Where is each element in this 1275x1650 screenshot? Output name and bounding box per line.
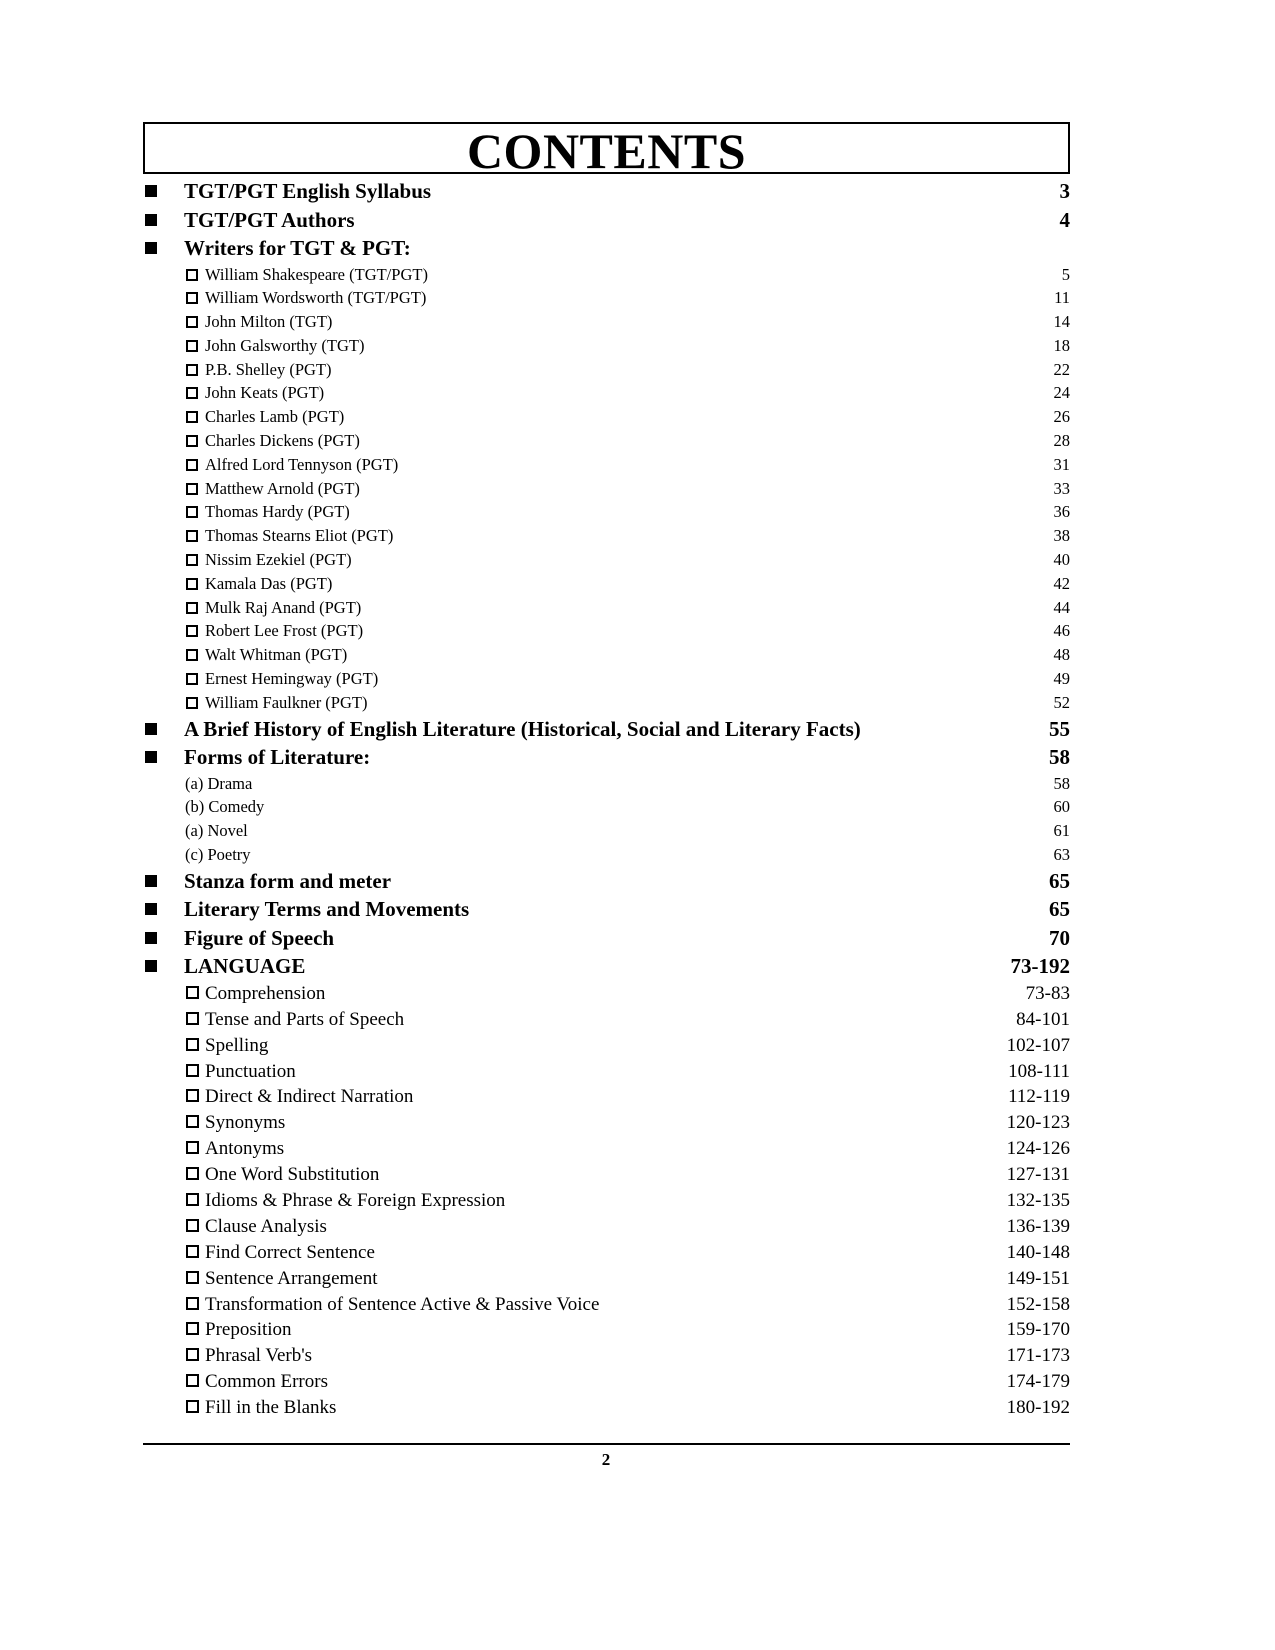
toc-page-number: 159-170 (1006, 1319, 1070, 1341)
dash-leader (292, 1333, 1007, 1335)
toc-item-language[interactable] (143, 1061, 1070, 1087)
dot-leader (364, 349, 1053, 351)
toc-page-number: 73-83 (1025, 982, 1070, 1004)
dash-leader (505, 1204, 1006, 1206)
page-title: CONTENTS (466, 123, 747, 179)
toc-page-number: 31 (1053, 454, 1070, 474)
toc-item-writer[interactable] (143, 383, 1070, 407)
toc-page-number: 65 (1049, 868, 1070, 893)
toc-page-number: 58 (1053, 773, 1070, 793)
dot-leader (861, 733, 1049, 736)
toc-item-form[interactable] (143, 774, 1070, 798)
dot-leader (398, 468, 1053, 470)
toc-item-label: William Shakespeare (TGT/PGT) (205, 264, 428, 284)
toc-section-literary-terms[interactable] (143, 897, 1070, 926)
toc-page-number: 40 (1053, 550, 1070, 570)
dash-leader (431, 196, 1059, 198)
toc-section-label: TGT/PGT English Syllabus (184, 179, 432, 203)
toc-item-label: Phrasal Verb's (205, 1345, 313, 1367)
toc-page-number: 65 (1049, 897, 1070, 922)
toc-item-label: (c) Poetry (185, 845, 251, 865)
dash-leader (268, 1049, 1006, 1051)
contents-title-box (143, 122, 1070, 179)
toc-item-label: Fill in the Blanks (205, 1397, 337, 1419)
dot-leader (360, 492, 1054, 494)
toc-page-number: 120-123 (1006, 1112, 1070, 1134)
toc-item-language[interactable] (143, 1294, 1070, 1320)
dash-leader (284, 1152, 1006, 1154)
dot-leader (347, 658, 1053, 660)
toc-item-label: Common Errors (205, 1371, 328, 1393)
toc-item-label: Alfred Lord Tennyson (PGT) (205, 454, 399, 474)
toc-page-number: 24 (1053, 383, 1070, 403)
toc-item-writer[interactable] (143, 479, 1070, 503)
toc-page-number: 60 (1053, 797, 1070, 817)
toc-page-number: 26 (1053, 407, 1070, 427)
toc-item-language[interactable] (143, 1190, 1070, 1216)
toc-page-number: 112-119 (1008, 1086, 1070, 1108)
toc-page-number: 14 (1053, 312, 1070, 332)
toc-page-number: 52 (1053, 692, 1070, 712)
dot-leader (334, 942, 1049, 945)
toc-item-label: Clause Analysis (205, 1215, 327, 1237)
dot-leader (332, 587, 1053, 589)
toc-section-label: LANGUAGE (184, 954, 306, 979)
toc-item-writer[interactable] (143, 431, 1070, 455)
toc-item-writer[interactable] (143, 265, 1070, 289)
toc-item-language[interactable] (143, 1397, 1070, 1423)
dot-leader (252, 787, 1053, 789)
toc-item-language[interactable] (143, 1112, 1070, 1138)
dash-leader (413, 1100, 1008, 1102)
toc-section-writers[interactable] (143, 236, 1070, 265)
toc-section-label: A Brief History of English Literature (Historical, Social and Literary Facts) (184, 716, 861, 741)
toc-item-writer[interactable] (143, 550, 1070, 574)
toc-item-writer[interactable] (143, 312, 1070, 336)
toc-item-label: Mulk Raj Anand (PGT) (205, 597, 362, 617)
toc-item-writer[interactable] (143, 336, 1070, 360)
toc-item-label: (a) Drama (185, 773, 253, 793)
table-of-contents (143, 179, 1070, 1423)
toc-section-forms[interactable] (143, 745, 1070, 774)
toc-page-number: 48 (1053, 645, 1070, 665)
toc-section-label: TGT/PGT Authors (184, 207, 355, 232)
toc-item-label: John Milton (TGT) (205, 312, 333, 332)
dot-leader (332, 373, 1054, 375)
toc-section-label: Writers for TGT & PGT: (184, 236, 411, 260)
dot-leader (248, 834, 1054, 836)
dot-leader (251, 858, 1054, 860)
toc-section-label: Figure of Speech (184, 925, 335, 950)
dash-leader (378, 1282, 1007, 1284)
toc-page-number: 4 (1059, 207, 1070, 232)
toc-item-writer[interactable] (143, 502, 1070, 526)
toc-item-label: Transformation of Sentence Active & Passive Voice (205, 1293, 600, 1315)
toc-page-number: 149-151 (1006, 1267, 1070, 1289)
toc-item-label: P.B. Shelley (PGT) (205, 359, 332, 379)
toc-item-writer[interactable] (143, 526, 1070, 550)
dot-leader (361, 611, 1053, 613)
toc-item-language[interactable] (143, 1268, 1070, 1294)
toc-page-number: 63 (1053, 845, 1070, 865)
toc-page-number: 136-139 (1006, 1215, 1070, 1237)
dash-leader (355, 225, 1060, 227)
dash-leader (312, 1359, 1007, 1361)
toc-section-authors[interactable] (143, 208, 1070, 237)
toc-item-label: Synonyms (205, 1112, 286, 1134)
toc-page-number: 44 (1053, 597, 1070, 617)
toc-item-label: Ernest Hemingway (PGT) (205, 669, 379, 689)
toc-section-syllabus[interactable] (143, 179, 1070, 208)
toc-item-language[interactable] (143, 1371, 1070, 1397)
toc-item-language[interactable] (143, 1216, 1070, 1242)
toc-item-language[interactable] (143, 1086, 1070, 1112)
toc-page-number: 152-158 (1006, 1293, 1070, 1315)
toc-page-number: 58 (1049, 745, 1070, 770)
dot-leader (428, 278, 1062, 280)
dash-leader (379, 1178, 1006, 1180)
toc-item-label: Tense and Parts of Speech (205, 1008, 405, 1030)
toc-page-number: 5 (1061, 264, 1070, 284)
toc-page-number: 55 (1049, 716, 1070, 741)
dot-leader (393, 539, 1053, 541)
toc-page-number: 102-107 (1006, 1034, 1070, 1056)
dot-leader (332, 325, 1053, 327)
toc-page-number: 140-148 (1006, 1241, 1070, 1263)
toc-page-number: 11 (1054, 288, 1070, 308)
toc-page-number: 18 (1053, 335, 1070, 355)
toc-section-history[interactable] (143, 717, 1070, 746)
contents-page (143, 122, 1070, 1423)
dot-leader (324, 396, 1053, 398)
toc-item-writer[interactable] (143, 360, 1070, 384)
toc-item-language[interactable] (143, 1164, 1070, 1190)
toc-page-number: 180-192 (1006, 1397, 1070, 1419)
toc-item-form[interactable] (143, 821, 1070, 845)
toc-page-number: 22 (1053, 359, 1070, 379)
toc-item-label: (b) Comedy (185, 797, 265, 817)
toc-page-number: 36 (1053, 502, 1070, 522)
dot-leader (350, 515, 1054, 517)
toc-item-label: Preposition (205, 1319, 292, 1341)
toc-item-label: William Wordsworth (TGT/PGT) (205, 288, 427, 308)
toc-item-writer[interactable] (143, 598, 1070, 622)
toc-item-language[interactable] (143, 1319, 1070, 1345)
toc-item-label: Antonyms (205, 1138, 285, 1160)
toc-item-label: Walt Whitman (PGT) (205, 645, 348, 665)
toc-page-number: 28 (1053, 431, 1070, 451)
toc-item-language[interactable] (143, 1009, 1070, 1035)
toc-page-number: 38 (1053, 526, 1070, 546)
toc-item-label: (a) Novel (185, 821, 248, 841)
toc-item-label: Kamala Das (PGT) (205, 573, 333, 593)
toc-item-language[interactable] (143, 1242, 1070, 1268)
toc-item-label: Direct & Indirect Narration (205, 1086, 414, 1108)
toc-section-stanza[interactable] (143, 869, 1070, 898)
toc-item-writer[interactable] (143, 288, 1070, 312)
toc-item-label: Charles Lamb (PGT) (205, 407, 345, 427)
toc-page-number: 73-192 (1010, 954, 1070, 979)
toc-item-label: One Word Substitution (205, 1164, 380, 1186)
toc-item-writer[interactable] (143, 621, 1070, 645)
toc-page-number: 84-101 (1016, 1008, 1070, 1030)
toc-item-label: John Keats (PGT) (205, 383, 325, 403)
dash-leader (296, 1075, 1008, 1077)
toc-item-language[interactable] (143, 983, 1070, 1009)
toc-page-number: 33 (1053, 478, 1070, 498)
toc-page-number: 49 (1053, 669, 1070, 689)
toc-item-label: Spelling (205, 1034, 269, 1056)
toc-section-figure-of-speech[interactable] (143, 926, 1070, 955)
toc-item-label: Robert Lee Frost (PGT) (205, 621, 364, 641)
footer-divider (143, 1443, 1070, 1445)
toc-item-form[interactable] (143, 845, 1070, 869)
toc-page-number: 108-111 (1008, 1060, 1070, 1082)
toc-page-number: 70 (1049, 925, 1070, 950)
dot-leader (367, 706, 1053, 708)
toc-section-label: Literary Terms and Movements (184, 897, 470, 922)
toc-section-language[interactable] (143, 954, 1070, 983)
toc-item-writer[interactable] (143, 645, 1070, 669)
dash-leader (336, 1411, 1006, 1413)
dot-leader (344, 420, 1053, 422)
dash-leader (305, 971, 1010, 973)
toc-item-label: John Galsworthy (TGT) (205, 335, 365, 355)
dot-leader (352, 563, 1054, 565)
toc-page-number: 171-173 (1006, 1345, 1070, 1367)
toc-page-number: 174-179 (1006, 1371, 1070, 1393)
dash-leader (375, 1256, 1007, 1258)
toc-item-label: William Faulkner (PGT) (205, 692, 368, 712)
toc-page-number: 42 (1053, 573, 1070, 593)
toc-item-language[interactable] (143, 1035, 1070, 1061)
toc-section-label: Forms of Literature: (184, 745, 371, 770)
toc-page-number: 127-131 (1006, 1164, 1070, 1186)
dash-leader (327, 1230, 1007, 1232)
toc-item-language[interactable] (143, 1345, 1070, 1371)
toc-item-label: Thomas Hardy (PGT) (205, 502, 350, 522)
dash-leader (285, 1126, 1006, 1128)
toc-item-label: Idioms & Phrase & Foreign Expression (205, 1189, 506, 1211)
dot-leader (363, 634, 1053, 636)
toc-item-label: Thomas Stearns Eliot (PGT) (205, 526, 394, 546)
toc-item-writer[interactable] (143, 407, 1070, 431)
toc-item-label: Sentence Arrangement (205, 1267, 378, 1289)
toc-item-label: Comprehension (205, 982, 326, 1004)
page-number: 2 (601, 1450, 611, 1469)
toc-item-language[interactable] (143, 1138, 1070, 1164)
toc-section-label: Stanza form and meter (184, 868, 392, 893)
dot-leader (469, 913, 1049, 916)
dash-leader (328, 1385, 1007, 1387)
toc-item-form[interactable] (143, 797, 1070, 821)
dot-leader (378, 682, 1053, 684)
toc-item-writer[interactable] (143, 574, 1070, 598)
toc-item-label: Nissim Ezekiel (PGT) (205, 550, 352, 570)
dot-leader (370, 761, 1049, 764)
dash-leader (325, 997, 1025, 999)
toc-item-label: Charles Dickens (PGT) (205, 431, 360, 451)
toc-item-writer[interactable] (143, 669, 1070, 693)
toc-item-writer[interactable] (143, 693, 1070, 717)
toc-item-writer[interactable] (143, 455, 1070, 479)
dot-leader (391, 885, 1049, 888)
dot-leader (264, 810, 1053, 812)
toc-item-label: Matthew Arnold (PGT) (205, 478, 360, 498)
toc-item-label: Punctuation (205, 1060, 296, 1082)
toc-page-number: 3 (1059, 179, 1070, 203)
toc-page-number: 61 (1053, 821, 1070, 841)
dash-leader (404, 1023, 1016, 1025)
toc-item-label: Find Correct Sentence (205, 1241, 375, 1263)
toc-page-number: 124-126 (1006, 1138, 1070, 1160)
dot-leader (360, 444, 1054, 446)
dash-leader (599, 1308, 1006, 1310)
dot-leader (426, 301, 1054, 303)
toc-page-number: 132-135 (1006, 1189, 1070, 1211)
toc-page-number: 46 (1053, 621, 1070, 641)
